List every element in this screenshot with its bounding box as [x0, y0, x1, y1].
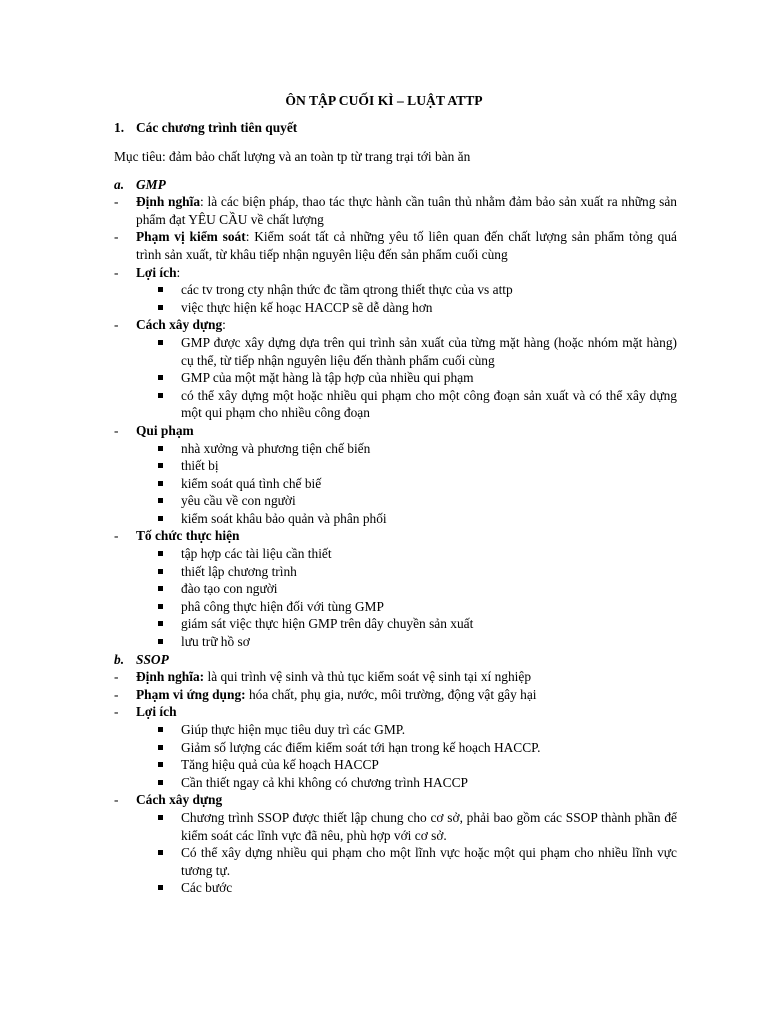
- item-label: Định nghĩa:: [136, 669, 205, 685]
- item-label: Định nghĩa: [136, 194, 201, 210]
- document-title: ÔN TẬP CUỐI KÌ – LUẬT ATTP: [285, 93, 483, 108]
- bullet-text: Các bước: [181, 880, 233, 896]
- document-body: [114, 119, 677, 897]
- item-label: Phạm vi ứng dụng:: [136, 686, 246, 702]
- bullet-text: có thể xây dựng một hoặc nhiều qui phạm cho một công đoạn sản xuất và có thể xây dựng một qui phạm cho nhiều công đoạn: [181, 387, 677, 421]
- square-bullet-icon: [158, 639, 163, 644]
- square-bullet-icon: [158, 340, 163, 345]
- item-text: Kiểm soát tất cả những yêu tố liên quan đến chất lượng sản phẩm tỏng quá trình sản xuất, từ khâu tiếp nhận nguyên liệu đến sản phẩm cuối cùng: [136, 229, 677, 262]
- definition-item: [114, 316, 677, 334]
- bullet-text: Giúp thực hiện mục tiêu duy trì các GMP.: [181, 722, 406, 737]
- bullet-list: [114, 334, 677, 422]
- item-label: Phạm vị kiểm soát: [136, 229, 246, 245]
- square-bullet-icon: [158, 551, 163, 556]
- bullet-item: [114, 334, 677, 369]
- bullet-text: yêu cầu về con người: [181, 493, 296, 509]
- square-bullet-icon: [158, 446, 163, 451]
- item-text: là các biện pháp, thao tác thực hành cần tuân thủ nhằm đảm bảo sản xuất ra những sản phẩm đạt YÊU CẦU về chất lượng: [136, 194, 678, 227]
- bullet-item: [114, 844, 677, 879]
- goal-text: Mục tiêu: đảm bảo chất lượng và an toàn tp từ trang trại tới bàn ăn: [114, 149, 471, 164]
- item-separator: :: [245, 229, 255, 245]
- dash-marker: -: [114, 264, 119, 280]
- subsection-marker: b.: [114, 651, 125, 667]
- bullet-item: [114, 739, 677, 757]
- square-bullet-icon: [158, 745, 163, 750]
- bullet-text: GMP được xây dựng dựa trên qui trình sản xuất của từng mặt hàng (hoặc nhóm mặt hàng) cụ thể, từ tiếp nhận nguyên liệu đến thành phẩm cuối cùng: [181, 334, 677, 368]
- dash-marker: -: [114, 669, 119, 685]
- bullet-text: giám sát việc thực hiện GMP trên dây chuyền sản xuất: [181, 616, 474, 632]
- item-separator: :: [200, 194, 208, 210]
- dash-marker: -: [114, 422, 119, 438]
- bullet-item: [114, 457, 677, 475]
- square-bullet-icon: [158, 498, 163, 503]
- dash-marker: -: [114, 528, 119, 544]
- bullet-text: đào tạo con người: [181, 581, 278, 597]
- item-text: hóa chất, phụ gia, nước, môi trường, động vật gây hại: [248, 686, 537, 702]
- bullet-list: [114, 545, 677, 651]
- subsection-marker: a.: [114, 176, 125, 192]
- square-bullet-icon: [158, 516, 163, 521]
- definition-item: [114, 422, 677, 440]
- definition-item: [114, 228, 677, 263]
- definition-item: [114, 193, 677, 228]
- bullet-text: tập hợp các tài liệu cần thiết: [181, 546, 332, 562]
- dash-marker: -: [114, 792, 119, 808]
- bullet-list: [114, 281, 677, 316]
- item-label: Lợi ích: [136, 264, 177, 280]
- bullet-text: nhà xưởng và phương tiện chế biến: [181, 440, 371, 456]
- square-bullet-icon: [158, 586, 163, 591]
- section-heading: [114, 119, 677, 137]
- item-label: Lợi ích: [136, 704, 177, 720]
- bullet-item: [114, 510, 677, 528]
- item-label: Cách xây dựng: [136, 792, 223, 808]
- item-separator: :: [222, 317, 226, 333]
- item-label: Tố chức thực hiện: [136, 528, 240, 544]
- bullet-text: Giảm số lượng các điểm kiểm soát tới hạn trong kế hoạch HACCP.: [181, 739, 541, 755]
- subsection-heading: [114, 176, 677, 194]
- square-bullet-icon: [158, 305, 163, 310]
- bullet-text: Có thể xây dựng nhiều qui phạm cho một lĩnh vực hoặc một qui phạm cho nhiều lĩnh vực tương tự.: [181, 845, 677, 878]
- bullet-text: lưu trữ hồ sơ: [181, 634, 250, 650]
- square-bullet-icon: [158, 815, 163, 820]
- dash-marker: -: [114, 194, 119, 210]
- sections-container: [114, 176, 677, 897]
- square-bullet-icon: [158, 481, 163, 486]
- definition-item: [114, 791, 677, 809]
- bullet-item: [114, 598, 677, 616]
- square-bullet-icon: [158, 287, 163, 292]
- bullet-item: [114, 615, 677, 633]
- subsection-heading: [114, 651, 677, 669]
- bullet-item: [114, 492, 677, 510]
- bullet-item: [114, 633, 677, 651]
- heading-text: Các chương trình tiên quyết: [136, 120, 298, 135]
- square-bullet-icon: [158, 375, 163, 380]
- item-separator: :: [176, 264, 181, 280]
- square-bullet-icon: [158, 569, 163, 574]
- bullet-item: [114, 580, 677, 598]
- bullet-item: [114, 281, 677, 299]
- bullet-item: [114, 440, 677, 458]
- item-label: Cách xây dựng: [136, 317, 223, 333]
- bullet-item: [114, 563, 677, 581]
- bullet-list: [114, 440, 677, 528]
- item-label: Qui phạm: [136, 422, 194, 438]
- bullet-item: [114, 387, 677, 422]
- definition-item: [114, 264, 677, 282]
- bullet-item: [114, 809, 677, 844]
- heading-number: 1.: [114, 120, 125, 135]
- bullet-text: việc thực hiện kế hoạc HACCP sẽ dễ dàng hơn: [181, 299, 433, 315]
- bullet-text: thiết lập chương trình: [181, 563, 297, 579]
- bullet-text: kiểm soát quá tình chế biế: [181, 475, 322, 491]
- square-bullet-icon: [158, 621, 163, 626]
- definition-item: [114, 703, 677, 721]
- square-bullet-icon: [158, 885, 163, 890]
- bullet-text: Cần thiết ngay cả khi không có chương trình HACCP: [181, 774, 468, 790]
- bullet-text: kiểm soát khâu bảo quản và phân phối: [181, 510, 387, 526]
- square-bullet-icon: [158, 850, 163, 855]
- bullet-item: [114, 369, 677, 387]
- bullet-text: Tăng hiệu quả của kế hoạch HACCP: [181, 757, 379, 773]
- dash-marker: -: [114, 704, 119, 720]
- bullet-text: phâ công thực hiện đối với tùng GMP: [181, 598, 384, 614]
- definition-item: [114, 686, 677, 704]
- square-bullet-icon: [158, 463, 163, 468]
- bullet-text: thiết bị: [181, 458, 219, 474]
- bullet-item: [114, 299, 677, 317]
- bullet-item: [114, 756, 677, 774]
- bullet-item: [114, 721, 677, 739]
- bullet-item: [114, 475, 677, 493]
- item-text: là qui trình vệ sinh và thủ tục kiểm soát vệ sinh tại xí nghiệp: [207, 669, 532, 685]
- bullet-text: GMP của một mặt hàng là tập hợp của nhiều qui phạm: [181, 370, 474, 386]
- square-bullet-icon: [158, 780, 163, 785]
- dash-marker: -: [114, 686, 119, 702]
- bullet-item: [114, 879, 677, 897]
- dash-marker: -: [114, 317, 119, 333]
- bullet-list: [114, 721, 677, 791]
- bullet-list: [114, 809, 677, 897]
- square-bullet-icon: [158, 604, 163, 609]
- subsection-title: GMP: [136, 176, 166, 192]
- definition-item: [114, 668, 677, 686]
- bullet-text: Chương trình SSOP được thiết lập chung cho cơ sở, phải bao gồm các SSOP thành phần để kiểm soát các lĩnh vực đã nêu, phù hợp với cơ sở.: [181, 809, 677, 843]
- definition-item: [114, 527, 677, 545]
- bullet-text: các tv trong cty nhận thức đc tầm qtrong thiết thực của vs attp: [181, 282, 513, 298]
- bullet-item: [114, 774, 677, 792]
- square-bullet-icon: [158, 762, 163, 767]
- dash-marker: -: [114, 229, 119, 245]
- subsection-title: SSOP: [136, 651, 169, 667]
- square-bullet-icon: [158, 393, 163, 398]
- square-bullet-icon: [158, 727, 163, 732]
- bullet-item: [114, 545, 677, 563]
